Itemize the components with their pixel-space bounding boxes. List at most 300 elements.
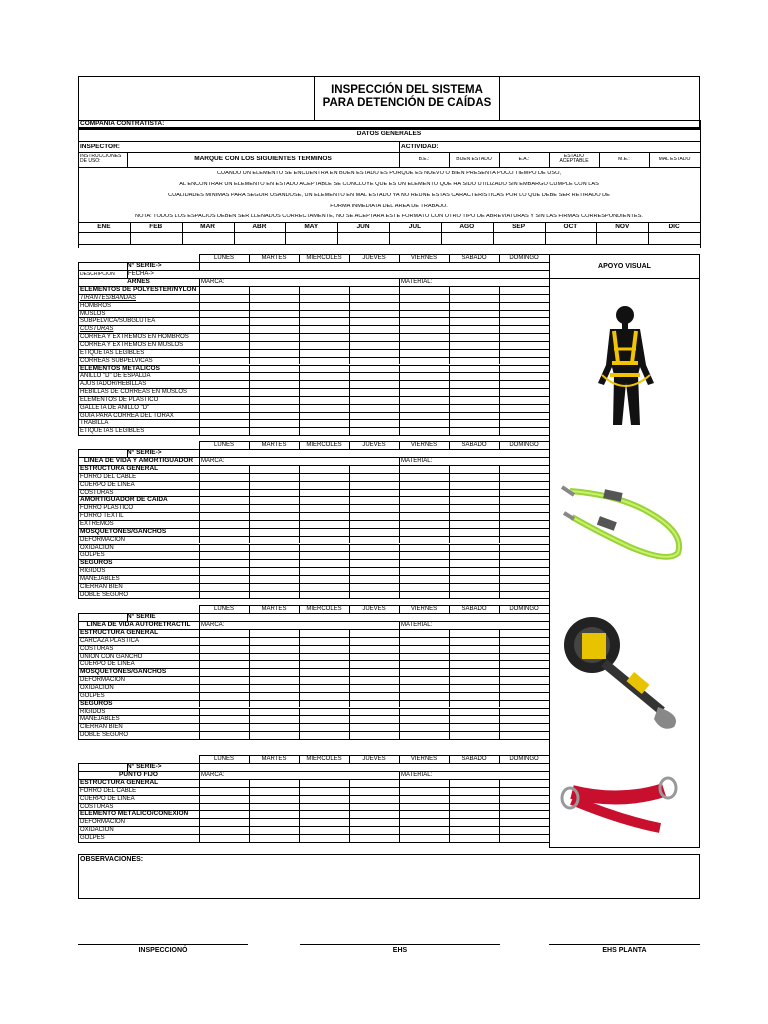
harness-check-cell[interactable]	[399, 302, 449, 310]
lifeline-check-cell[interactable]	[499, 465, 549, 473]
harness-check-cell[interactable]	[299, 365, 349, 373]
harness-check-cell[interactable]	[299, 404, 349, 412]
retractable-check-cell[interactable]	[349, 731, 399, 739]
harness-check-cell[interactable]	[249, 419, 299, 427]
harness-check-cell[interactable]	[499, 341, 549, 349]
retractable-check-cell[interactable]	[449, 660, 499, 668]
harness-check-cell[interactable]	[399, 341, 449, 349]
retractable-check-cell[interactable]	[499, 731, 549, 739]
harness-check-cell[interactable]	[449, 349, 499, 357]
retractable-check-cell[interactable]	[199, 653, 249, 661]
lifeline-check-cell[interactable]	[199, 496, 249, 504]
harness-check-cell[interactable]	[299, 302, 349, 310]
lifeline-check-cell[interactable]	[449, 544, 499, 552]
lifeline-check-cell[interactable]	[399, 496, 449, 504]
anchor-check-cell[interactable]	[199, 795, 249, 803]
retractable-check-cell[interactable]	[349, 668, 399, 676]
anchor-check-cell[interactable]	[199, 803, 249, 811]
harness-check-cell[interactable]	[299, 317, 349, 325]
retractable-check-cell[interactable]	[199, 668, 249, 676]
harness-check-cell[interactable]	[199, 357, 249, 365]
harness-check-cell[interactable]	[499, 412, 549, 420]
anchor-check-cell[interactable]	[299, 795, 349, 803]
retractable-check-cell[interactable]	[249, 645, 299, 653]
lifeline-check-cell[interactable]	[349, 473, 399, 481]
anchor-check-cell[interactable]	[449, 803, 499, 811]
retractable-check-cell[interactable]	[399, 708, 449, 716]
retractable-check-cell[interactable]	[449, 700, 499, 708]
anchor-check-cell[interactable]	[299, 826, 349, 834]
harness-check-cell[interactable]	[199, 294, 249, 302]
anchor-check-cell[interactable]	[449, 787, 499, 795]
anchor-check-cell[interactable]	[199, 779, 249, 787]
harness-check-cell[interactable]	[399, 396, 449, 404]
retractable-check-cell[interactable]	[349, 715, 399, 723]
retractable-check-cell[interactable]	[499, 653, 549, 661]
harness-check-cell[interactable]	[199, 427, 249, 435]
anchor-check-cell[interactable]	[199, 810, 249, 818]
lifeline-check-cell[interactable]	[449, 559, 499, 567]
harness-check-cell[interactable]	[449, 427, 499, 435]
lifeline-check-cell[interactable]	[299, 481, 349, 489]
retractable-check-cell[interactable]	[249, 708, 299, 716]
harness-check-cell[interactable]	[249, 325, 299, 333]
harness-check-cell[interactable]	[499, 317, 549, 325]
harness-check-cell[interactable]	[449, 404, 499, 412]
retractable-check-cell[interactable]	[199, 637, 249, 645]
retractable-check-cell[interactable]	[299, 731, 349, 739]
lifeline-check-cell[interactable]	[299, 512, 349, 520]
retractable-check-cell[interactable]	[299, 723, 349, 731]
harness-check-cell[interactable]	[449, 325, 499, 333]
harness-check-cell[interactable]	[299, 341, 349, 349]
retractable-check-cell[interactable]	[349, 676, 399, 684]
harness-check-cell[interactable]	[249, 302, 299, 310]
harness-check-cell[interactable]	[399, 325, 449, 333]
lifeline-check-cell[interactable]	[199, 575, 249, 583]
retractable-check-cell[interactable]	[249, 676, 299, 684]
lifeline-check-cell[interactable]	[449, 512, 499, 520]
lifeline-check-cell[interactable]	[349, 536, 399, 544]
anchor-check-cell[interactable]	[399, 818, 449, 826]
anchor-check-cell[interactable]	[449, 818, 499, 826]
harness-check-cell[interactable]	[499, 427, 549, 435]
harness-check-cell[interactable]	[399, 419, 449, 427]
retractable-check-cell[interactable]	[199, 660, 249, 668]
harness-check-cell[interactable]	[499, 302, 549, 310]
anchor-check-cell[interactable]	[249, 810, 299, 818]
harness-check-cell[interactable]	[199, 372, 249, 380]
lifeline-check-cell[interactable]	[399, 567, 449, 575]
retractable-check-cell[interactable]	[199, 684, 249, 692]
retractable-check-cell[interactable]	[299, 653, 349, 661]
lifeline-check-cell[interactable]	[449, 591, 499, 599]
harness-check-cell[interactable]	[499, 333, 549, 341]
lifeline-check-cell[interactable]	[249, 489, 299, 497]
retractable-check-cell[interactable]	[499, 637, 549, 645]
anchor-check-cell[interactable]	[399, 803, 449, 811]
lifeline-check-cell[interactable]	[199, 489, 249, 497]
retractable-check-cell[interactable]	[299, 645, 349, 653]
retractable-check-cell[interactable]	[299, 660, 349, 668]
harness-check-cell[interactable]	[449, 333, 499, 341]
lifeline-check-cell[interactable]	[499, 544, 549, 552]
lifeline-check-cell[interactable]	[299, 465, 349, 473]
lifeline-check-cell[interactable]	[499, 551, 549, 559]
harness-check-cell[interactable]	[349, 286, 399, 294]
anchor-check-cell[interactable]	[249, 779, 299, 787]
retractable-check-cell[interactable]	[399, 700, 449, 708]
retractable-check-cell[interactable]	[449, 629, 499, 637]
lifeline-check-cell[interactable]	[249, 559, 299, 567]
harness-check-cell[interactable]	[349, 310, 399, 318]
lifeline-check-cell[interactable]	[299, 520, 349, 528]
harness-check-cell[interactable]	[349, 372, 399, 380]
lifeline-check-cell[interactable]	[199, 504, 249, 512]
retractable-check-cell[interactable]	[499, 676, 549, 684]
harness-check-cell[interactable]	[499, 325, 549, 333]
lifeline-check-cell[interactable]	[299, 551, 349, 559]
harness-check-cell[interactable]	[499, 380, 549, 388]
retractable-check-cell[interactable]	[499, 692, 549, 700]
harness-check-cell[interactable]	[199, 404, 249, 412]
retractable-check-cell[interactable]	[399, 653, 449, 661]
harness-check-cell[interactable]	[499, 286, 549, 294]
lifeline-check-cell[interactable]	[249, 591, 299, 599]
harness-check-cell[interactable]	[449, 294, 499, 302]
retractable-check-cell[interactable]	[449, 653, 499, 661]
signature-inspected[interactable]: INSPECCIONÓ	[78, 944, 248, 954]
lifeline-check-cell[interactable]	[449, 575, 499, 583]
harness-check-cell[interactable]	[349, 427, 399, 435]
retractable-check-cell[interactable]	[449, 645, 499, 653]
lifeline-check-cell[interactable]	[199, 583, 249, 591]
anchor-check-cell[interactable]	[249, 803, 299, 811]
retractable-check-cell[interactable]	[449, 637, 499, 645]
lifeline-check-cell[interactable]	[249, 473, 299, 481]
retractable-check-cell[interactable]	[499, 660, 549, 668]
lifeline-check-cell[interactable]	[249, 567, 299, 575]
retractable-check-cell[interactable]	[349, 700, 399, 708]
lifeline-check-cell[interactable]	[499, 520, 549, 528]
lifeline-check-cell[interactable]	[249, 504, 299, 512]
anchor-check-cell[interactable]	[349, 803, 399, 811]
harness-check-cell[interactable]	[399, 372, 449, 380]
lifeline-check-cell[interactable]	[399, 465, 449, 473]
anchor-check-cell[interactable]	[349, 826, 399, 834]
harness-check-cell[interactable]	[249, 341, 299, 349]
retractable-check-cell[interactable]	[449, 731, 499, 739]
harness-check-cell[interactable]	[199, 341, 249, 349]
lifeline-check-cell[interactable]	[449, 489, 499, 497]
lifeline-check-cell[interactable]	[349, 583, 399, 591]
retractable-check-cell[interactable]	[349, 645, 399, 653]
retractable-check-cell[interactable]	[399, 676, 449, 684]
lifeline-check-cell[interactable]	[199, 559, 249, 567]
retractable-check-cell[interactable]	[349, 653, 399, 661]
retractable-check-cell[interactable]	[399, 645, 449, 653]
anchor-check-cell[interactable]	[349, 818, 399, 826]
retractable-check-cell[interactable]	[299, 700, 349, 708]
retractable-check-cell[interactable]	[199, 676, 249, 684]
harness-check-cell[interactable]	[399, 404, 449, 412]
harness-check-cell[interactable]	[299, 357, 349, 365]
anchor-check-cell[interactable]	[499, 787, 549, 795]
lifeline-check-cell[interactable]	[399, 481, 449, 489]
lifeline-check-cell[interactable]	[249, 481, 299, 489]
harness-check-cell[interactable]	[299, 310, 349, 318]
retractable-check-cell[interactable]	[349, 692, 399, 700]
harness-check-cell[interactable]	[199, 419, 249, 427]
retractable-check-cell[interactable]	[299, 708, 349, 716]
retractable-check-cell[interactable]	[299, 692, 349, 700]
retractable-check-cell[interactable]	[349, 629, 399, 637]
anchor-check-cell[interactable]	[249, 826, 299, 834]
harness-check-cell[interactable]	[249, 286, 299, 294]
lifeline-check-cell[interactable]	[449, 481, 499, 489]
harness-check-cell[interactable]	[349, 325, 399, 333]
anchor-check-cell[interactable]	[199, 826, 249, 834]
anchor-check-cell[interactable]	[299, 834, 349, 842]
lifeline-check-cell[interactable]	[349, 528, 399, 536]
anchor-check-cell[interactable]	[299, 810, 349, 818]
harness-check-cell[interactable]	[199, 317, 249, 325]
harness-check-cell[interactable]	[449, 412, 499, 420]
lifeline-check-cell[interactable]	[349, 575, 399, 583]
retractable-check-cell[interactable]	[249, 700, 299, 708]
harness-check-cell[interactable]	[199, 388, 249, 396]
harness-check-cell[interactable]	[299, 396, 349, 404]
anchor-check-cell[interactable]	[499, 834, 549, 842]
harness-check-cell[interactable]	[349, 333, 399, 341]
retractable-check-cell[interactable]	[249, 731, 299, 739]
retractable-check-cell[interactable]	[499, 723, 549, 731]
retractable-check-cell[interactable]	[399, 660, 449, 668]
lifeline-check-cell[interactable]	[399, 489, 449, 497]
harness-check-cell[interactable]	[199, 380, 249, 388]
lifeline-check-cell[interactable]	[249, 551, 299, 559]
anchor-check-cell[interactable]	[399, 810, 449, 818]
lifeline-check-cell[interactable]	[299, 559, 349, 567]
lifeline-check-cell[interactable]	[399, 520, 449, 528]
lifeline-check-cell[interactable]	[399, 591, 449, 599]
lifeline-check-cell[interactable]	[349, 504, 399, 512]
lifeline-check-cell[interactable]	[199, 528, 249, 536]
retractable-check-cell[interactable]	[299, 715, 349, 723]
lifeline-check-cell[interactable]	[249, 544, 299, 552]
harness-check-cell[interactable]	[499, 388, 549, 396]
harness-check-cell[interactable]	[199, 412, 249, 420]
lifeline-check-cell[interactable]	[499, 591, 549, 599]
retractable-check-cell[interactable]	[249, 637, 299, 645]
harness-check-cell[interactable]	[349, 419, 399, 427]
harness-check-cell[interactable]	[199, 365, 249, 373]
retractable-check-cell[interactable]	[499, 700, 549, 708]
lifeline-check-cell[interactable]	[299, 504, 349, 512]
retractable-check-cell[interactable]	[499, 668, 549, 676]
harness-check-cell[interactable]	[449, 357, 499, 365]
harness-check-cell[interactable]	[449, 388, 499, 396]
harness-check-cell[interactable]	[249, 357, 299, 365]
retractable-check-cell[interactable]	[399, 684, 449, 692]
anchor-check-cell[interactable]	[299, 779, 349, 787]
harness-check-cell[interactable]	[349, 396, 399, 404]
retractable-check-cell[interactable]	[449, 668, 499, 676]
anchor-check-cell[interactable]	[499, 803, 549, 811]
harness-check-cell[interactable]	[349, 302, 399, 310]
lifeline-check-cell[interactable]	[199, 591, 249, 599]
lifeline-check-cell[interactable]	[449, 473, 499, 481]
harness-check-cell[interactable]	[349, 404, 399, 412]
harness-check-cell[interactable]	[349, 317, 399, 325]
retractable-check-cell[interactable]	[449, 676, 499, 684]
lifeline-check-cell[interactable]	[499, 528, 549, 536]
anchor-check-cell[interactable]	[299, 787, 349, 795]
anchor-check-cell[interactable]	[349, 779, 399, 787]
harness-check-cell[interactable]	[299, 419, 349, 427]
harness-check-cell[interactable]	[399, 286, 449, 294]
harness-check-cell[interactable]	[299, 412, 349, 420]
lifeline-check-cell[interactable]	[499, 496, 549, 504]
harness-check-cell[interactable]	[249, 427, 299, 435]
lifeline-check-cell[interactable]	[349, 512, 399, 520]
retractable-check-cell[interactable]	[299, 637, 349, 645]
harness-check-cell[interactable]	[349, 365, 399, 373]
lifeline-check-cell[interactable]	[499, 489, 549, 497]
anchor-check-cell[interactable]	[399, 834, 449, 842]
harness-check-cell[interactable]	[249, 388, 299, 396]
lifeline-check-cell[interactable]	[449, 567, 499, 575]
retractable-check-cell[interactable]	[299, 676, 349, 684]
lifeline-check-cell[interactable]	[499, 575, 549, 583]
retractable-check-cell[interactable]	[399, 668, 449, 676]
lifeline-check-cell[interactable]	[299, 473, 349, 481]
anchor-check-cell[interactable]	[349, 834, 399, 842]
harness-check-cell[interactable]	[499, 372, 549, 380]
retractable-check-cell[interactable]	[199, 629, 249, 637]
lifeline-check-cell[interactable]	[349, 591, 399, 599]
retractable-check-cell[interactable]	[399, 629, 449, 637]
lifeline-check-cell[interactable]	[399, 528, 449, 536]
retractable-check-cell[interactable]	[499, 645, 549, 653]
harness-check-cell[interactable]	[299, 372, 349, 380]
harness-check-cell[interactable]	[199, 325, 249, 333]
harness-check-cell[interactable]	[399, 412, 449, 420]
harness-check-cell[interactable]	[499, 419, 549, 427]
harness-check-cell[interactable]	[299, 380, 349, 388]
lifeline-check-cell[interactable]	[299, 583, 349, 591]
harness-check-cell[interactable]	[249, 372, 299, 380]
harness-check-cell[interactable]	[249, 310, 299, 318]
lifeline-check-cell[interactable]	[299, 591, 349, 599]
lifeline-check-cell[interactable]	[349, 481, 399, 489]
harness-check-cell[interactable]	[199, 396, 249, 404]
retractable-check-cell[interactable]	[249, 668, 299, 676]
harness-check-cell[interactable]	[499, 357, 549, 365]
lifeline-check-cell[interactable]	[299, 489, 349, 497]
anchor-check-cell[interactable]	[199, 818, 249, 826]
harness-check-cell[interactable]	[349, 341, 399, 349]
retractable-check-cell[interactable]	[199, 700, 249, 708]
harness-check-cell[interactable]	[249, 294, 299, 302]
lifeline-check-cell[interactable]	[349, 465, 399, 473]
harness-check-cell[interactable]	[449, 317, 499, 325]
retractable-check-cell[interactable]	[249, 715, 299, 723]
retractable-check-cell[interactable]	[249, 653, 299, 661]
harness-check-cell[interactable]	[449, 310, 499, 318]
harness-check-cell[interactable]	[299, 325, 349, 333]
harness-check-cell[interactable]	[249, 365, 299, 373]
retractable-check-cell[interactable]	[449, 684, 499, 692]
lifeline-check-cell[interactable]	[399, 544, 449, 552]
lifeline-check-cell[interactable]	[199, 465, 249, 473]
harness-check-cell[interactable]	[199, 333, 249, 341]
signature-ehs-plant[interactable]: EHS PLANTA	[549, 944, 700, 954]
harness-check-cell[interactable]	[199, 302, 249, 310]
lifeline-check-cell[interactable]	[349, 559, 399, 567]
harness-check-cell[interactable]	[349, 412, 399, 420]
lifeline-check-cell[interactable]	[449, 496, 499, 504]
harness-check-cell[interactable]	[399, 349, 449, 357]
harness-check-cell[interactable]	[499, 349, 549, 357]
lifeline-check-cell[interactable]	[299, 496, 349, 504]
harness-check-cell[interactable]	[399, 427, 449, 435]
lifeline-check-cell[interactable]	[449, 528, 499, 536]
anchor-check-cell[interactable]	[249, 818, 299, 826]
harness-check-cell[interactable]	[449, 380, 499, 388]
harness-check-cell[interactable]	[399, 365, 449, 373]
lifeline-check-cell[interactable]	[199, 551, 249, 559]
harness-check-cell[interactable]	[449, 302, 499, 310]
harness-check-cell[interactable]	[249, 349, 299, 357]
retractable-check-cell[interactable]	[199, 645, 249, 653]
lifeline-check-cell[interactable]	[199, 520, 249, 528]
harness-check-cell[interactable]	[299, 286, 349, 294]
lifeline-check-cell[interactable]	[499, 504, 549, 512]
harness-check-cell[interactable]	[449, 365, 499, 373]
retractable-check-cell[interactable]	[199, 692, 249, 700]
retractable-check-cell[interactable]	[349, 723, 399, 731]
lifeline-check-cell[interactable]	[249, 536, 299, 544]
lifeline-check-cell[interactable]	[399, 473, 449, 481]
anchor-check-cell[interactable]	[249, 787, 299, 795]
retractable-check-cell[interactable]	[399, 637, 449, 645]
retractable-check-cell[interactable]	[199, 731, 249, 739]
retractable-check-cell[interactable]	[449, 723, 499, 731]
harness-check-cell[interactable]	[449, 341, 499, 349]
harness-check-cell[interactable]	[399, 357, 449, 365]
harness-check-cell[interactable]	[449, 286, 499, 294]
anchor-check-cell[interactable]	[449, 826, 499, 834]
lifeline-check-cell[interactable]	[499, 512, 549, 520]
retractable-check-cell[interactable]	[299, 668, 349, 676]
harness-check-cell[interactable]	[499, 365, 549, 373]
anchor-check-cell[interactable]	[349, 795, 399, 803]
anchor-check-cell[interactable]	[399, 826, 449, 834]
harness-check-cell[interactable]	[199, 310, 249, 318]
harness-check-cell[interactable]	[399, 294, 449, 302]
lifeline-check-cell[interactable]	[449, 583, 499, 591]
retractable-check-cell[interactable]	[249, 684, 299, 692]
anchor-check-cell[interactable]	[249, 795, 299, 803]
retractable-check-cell[interactable]	[349, 637, 399, 645]
harness-check-cell[interactable]	[499, 310, 549, 318]
retractable-check-cell[interactable]	[499, 684, 549, 692]
harness-check-cell[interactable]	[249, 412, 299, 420]
retractable-check-cell[interactable]	[449, 692, 499, 700]
lifeline-check-cell[interactable]	[499, 473, 549, 481]
harness-check-cell[interactable]	[499, 396, 549, 404]
